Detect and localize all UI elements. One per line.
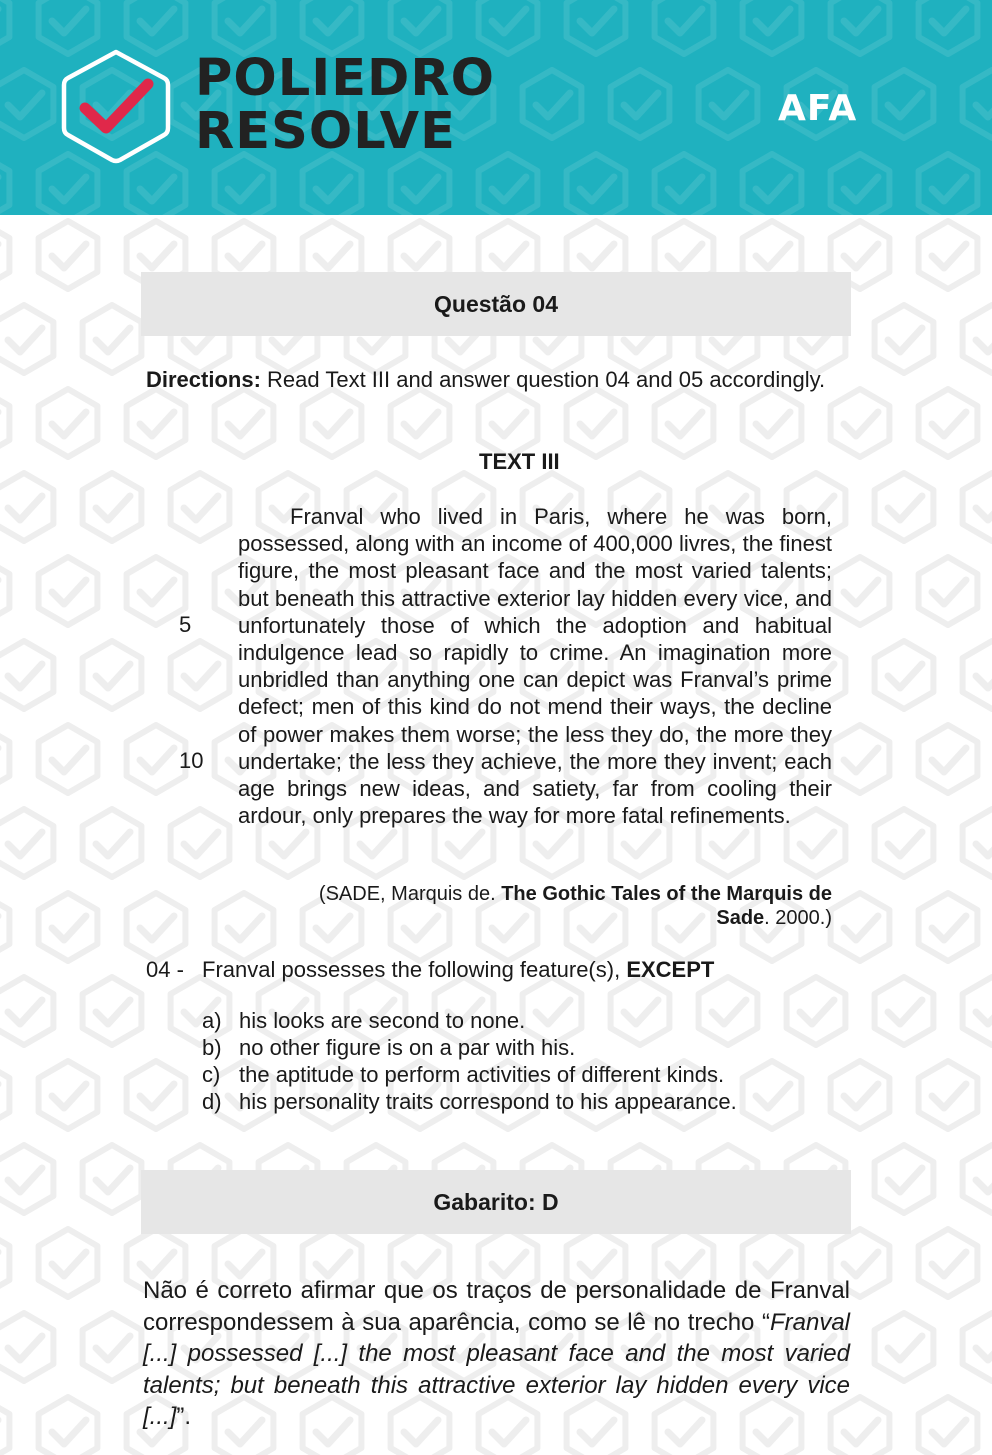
option-c (202, 1061, 737, 1088)
explanation-quote: Franval [...] possessed [...] the most pleasant face and the most varied talents; but beneath this attractive exterior lay hidden every vice [...] (143, 1308, 850, 1430)
source-title-1: The Gothic Tales of the Marquis de (501, 883, 832, 905)
option-b (202, 1034, 737, 1061)
question-title-bar: Questão 04 (141, 272, 851, 336)
option-letter: d) (202, 1089, 222, 1114)
line-number-5: 5 (179, 612, 192, 637)
directions-label: Directions: (146, 367, 261, 392)
answer-options (202, 1007, 737, 1115)
brand-line-1: POLIEDRO (195, 49, 496, 108)
quote-open: “ (761, 1308, 770, 1336)
option-text: his personality traits correspond to his appearance. (239, 1089, 737, 1114)
question-stem (202, 957, 714, 983)
text-title: TEXT III (479, 449, 560, 474)
option-letter: a) (202, 1008, 222, 1033)
quote-close: ”. (176, 1403, 192, 1430)
answer-key-bar: Gabarito: D (141, 1170, 851, 1234)
option-letter: c) (202, 1062, 221, 1087)
question-stem-text: Franval possesses the following feature(s), (202, 957, 627, 982)
option-text: no other figure is on a par with his. (239, 1035, 576, 1060)
question-number: 04 - (146, 957, 184, 982)
directions-text: Read Text III and answer question 04 and 05 accordingly. (260, 367, 826, 392)
source-suffix: . 2000.) (764, 907, 832, 929)
brand-line-2: RESOLVE (195, 102, 456, 161)
explanation-text (143, 1275, 850, 1433)
option-letter: b) (202, 1035, 222, 1060)
option-text: the aptitude to perform activities of different kinds. (239, 1062, 725, 1087)
explanation-body: Não é correto afirmar que os traços de personalidade de Franval correspondessem à sua aparência, como se lê no trecho (143, 1277, 850, 1336)
directions (146, 366, 841, 393)
source-title-2: Sade (716, 907, 765, 929)
option-d (202, 1088, 737, 1115)
source-prefix: (SADE, Marquis de. (318, 883, 502, 905)
passage-text: Franval who lived in Paris, where he was born, possessed, along with an income of 400,000 livres, the finest figure, the most pleasant face and the most varied talents; but beneath this attractive exterior lay hidden every vice, and unfortunately those of which the adoption and habitual indulgence lead so rapidly to crime. An imagination more unbridled than anything one can depict was Franval’s prime defect; men of this kind do not mend their ways, the decline of power makes them worse; the less they do, the more they undertake; the less they achieve, the more they invent; each age brings new ideas, and satiety, far from cooling their ardour, only prepares the way for more fatal refinements. (238, 504, 832, 829)
question-stem-bold: EXCEPT (626, 957, 715, 982)
option-a (202, 1007, 737, 1034)
exam-tag: AFA (778, 88, 858, 129)
option-text: his looks are second to none. (239, 1008, 526, 1033)
source-citation (280, 882, 832, 930)
line-number-10: 10 (179, 748, 204, 773)
